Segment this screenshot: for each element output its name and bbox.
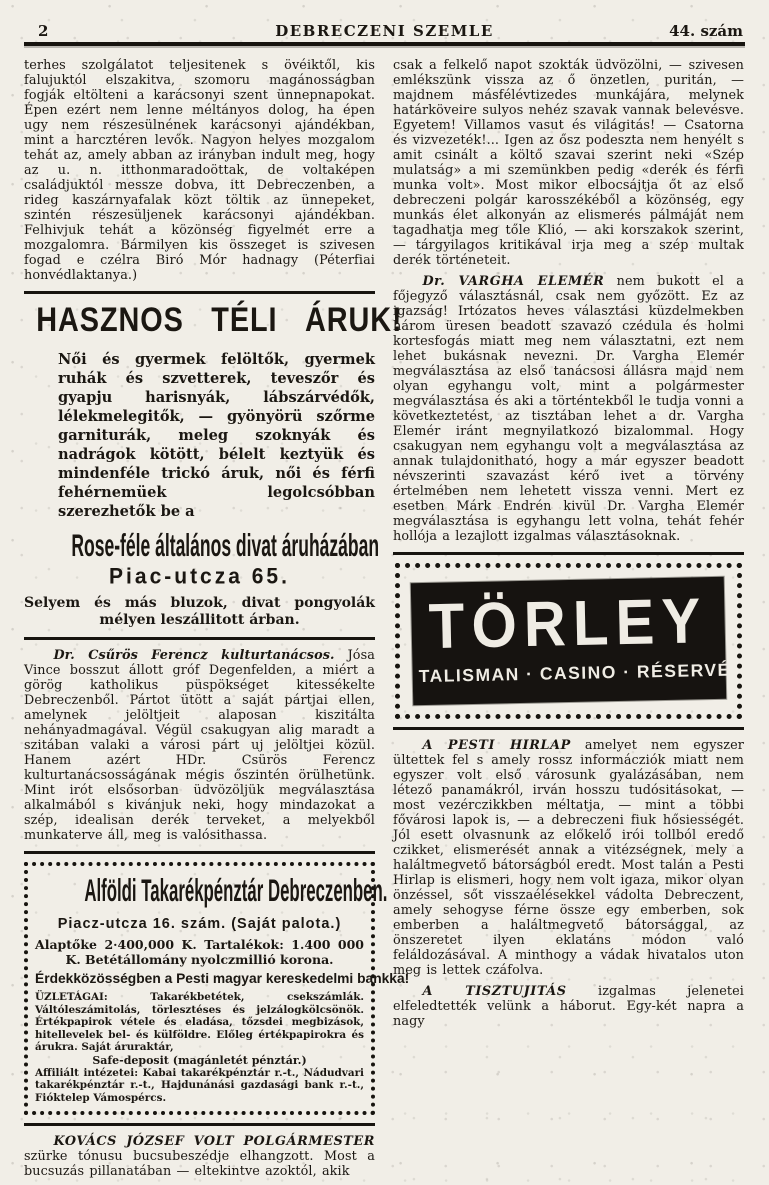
ad-hasznos-teli-aruk: [24, 300, 403, 629]
section-divider: [24, 851, 375, 854]
paragraph-text: nem bukott el a főjegyző választásnál, csak nem győzött. Ez az igazság! Irtózatos heves választási küzdelmekben három üresen beadott szavazó czédula és holmi kortesfogás miatt meg nem választatni, ezt nem lehet bukásnak nevezni. Dr. Vargha Elemér megválasztása az első tanácsosi állásra majd nem olyan egyhangu volt, mint a polgármester megválasztása és aki a történtekből le tudja vonni a következtetést, az tisztában lehet a dr. Vargha Elemér iránt megnyilatkozó bizalommal. Hogy csakugyan nem egyhangu volt a megválasztása az annak tulajdonitható, hogy a már egyszer beadott névszerinti szavazást kérő ivet a törvény értelmében nem lehetett vissza venni. Mert ez esetben Márk Endrén kivül Dr. Vargha Elemér megválasztása is egyhangu lett volna, tehát fehér hollója a lezajlott izgalmas választásoknak.: [393, 274, 744, 544]
section-divider: [24, 637, 375, 640]
article-paragraph-pesti-hirlap: [393, 738, 744, 978]
paragraph-lead-in: A PESTI HIRLAP: [422, 738, 571, 753]
bank-branches: [35, 991, 364, 1054]
bank-affiliates-label: Affiliált intézetei:: [35, 1066, 139, 1079]
bank-safe-deposit: [35, 1054, 364, 1067]
ad-store-address: Piac-utcza 65.: [109, 564, 290, 589]
bank-partnership-line: Érdekközösségben a Pesti magyar kereskedelmi bankka!: [35, 971, 410, 986]
safe-deposit-label: Safe-deposit: [92, 1053, 169, 1067]
section-divider: [24, 291, 375, 294]
article-paragraph-kovacs: [24, 1134, 375, 1179]
article-columns: [24, 58, 745, 1185]
torley-black-plate: [411, 577, 731, 706]
section-divider: [24, 1123, 375, 1126]
paragraph-lead-in: Dr. Csűrös Ferencz kulturtanácsos.: [53, 648, 335, 663]
torley-brand-name: TÖRLEY: [428, 585, 709, 663]
bank-ad-title: Alföldi Takarékpénztár Debreczenben.: [84, 873, 388, 909]
article-paragraph-vargha: [393, 274, 744, 544]
bank-capital-line: Alaptőke 2·400,000 K. Tartalékok: 1.400 000 K. Betétállomány nyolczmillió korona.: [35, 937, 364, 967]
paragraph-text: szürke tónusu bucsubeszédje elhangzott. Most a bucsuzás pillanatában — eltekintve azoktól, akik: [24, 1149, 375, 1179]
bank-affiliates-text: Kabai takarékpénztár r.-t., Nádudvari takarékpénztár r.-t., Hajdunánási gazdasági bank r.-t., Fióktelep Vámospércs.: [35, 1066, 364, 1104]
masthead: [24, 14, 745, 40]
bank-branches-label: ÜZLETÁGAI:: [35, 991, 108, 1003]
ad-torley: [395, 563, 742, 719]
section-divider: [393, 727, 744, 730]
article-paragraph-tisztujitas: [393, 984, 744, 1029]
ad-footnote: Selyem és más bluzok, divat pongyolák mélyen leszállitott árban.: [24, 595, 375, 628]
right-column: [393, 58, 744, 1185]
article-paragraph-csuros: [24, 648, 375, 843]
article-paragraph-continued: terhes szolgálatot teljesitenek s övéiktől, kis falujuktól elszakitva, szomoru magánosságban fogják eltölteni a karácsonyi szent ünnepnapokat. Épen ezért nem lenne méltányos dolog, ha épen ugy nem részesülnének karácsonyi ajándékban, mint a harcztéren levők. Nagyon helyes mozgalom tehát az, amely abban az irányban indult meg, hogy az u. n. itthonmaradoöttak, de voltaképen családjuktól messze dobva, itt Debreczenben, a rideg kaszárnyafalak közt töltik az ünnepeket, szintén részesüljenek karácsonyi ajándékban. Felhivjuk tehát a közönség figyelmét erre a mozgalomra. Bármilyen kis összeget is szivesen fogad e czélra Biró Mór hadnagy (Péterfiai honvédlaktanya.): [24, 58, 375, 283]
article-paragraph-continued: csak a felkelő napot szokták üdvözölni, — szivesen emlékszünk vissza az ő önzetlen, puritán, — majdnem másfélévtizedes munkájára, melynek határköveire sulyos nehéz szavak vannak belevésve. Egyetem! Villamos vasut és világitás! — Csatorna és vizvezeték!... Igen az ősz podeszta nem henyélt s amit csinált a költő szavai szerint neki «Szép mulatság» a mi szemünkben pedig «derék és férfi munka volt». Most mikor elbocsájtja őt az első debreczeni polgár karosszékéből a közönség, egy munkás élet alkonyán az elismerés pálmáját nem tagadhatja meg tőle Klió, — aki korszakok szerint, — tárgyilagos kritikával irja meg a szép multak derék történeteit.: [393, 58, 744, 268]
page-number: 2: [38, 22, 49, 40]
paragraph-lead-in: Dr. VARGHA ELEMÉR: [422, 274, 605, 289]
ad-headline: HASZNOS TÉLI ÁRUK!: [36, 300, 403, 339]
left-column: [24, 58, 410, 1185]
paragraph-text: Jósa Vince bosszut állott gróf Degenfelden, a miért a görög katholikus püspökséget kitessékelte Debreczenből. Pártot ütött a saját pártjai ellen, amelynek jelöltjeit alaposan kiszitálta nehányadmagával. Végül csakugyan alig maradt a szitában valaki a városi párt uj jelöltjei közül. Hanem azért HDr. Csürös Ferencz kulturtanácsosságának mégis őszintén örülhetünk. Mint irót elsősorban üdvözöljük megválasztása alkalmából s kivánjuk neki, hogy mindazokat a szép, idealisan derék terveket, a melyekből munkaterve áll, meg is valósithassa.: [24, 648, 375, 843]
bank-ad-address: Piacz-utcza 16. szám. (Saját palota.): [57, 916, 342, 932]
bank-branches-text: Takarékbetétek, csekszámlák. Váltóleszámitolás, törlesztéses és jelzálogkölcsönök. Értékpapirok vétele és eladása, tőzsdei megbizások, hitellevelek bel- és külföldre. Előleg értékpapirokra és árukra. Saját áruraktár,: [35, 991, 365, 1053]
bank-affiliates: [35, 1067, 364, 1105]
paragraph-text: izgalmas jelenetei elfeledtették velünk a háborut. Egy-két napra a nagy: [393, 984, 744, 1029]
safe-deposit-note: (magánletét pénztár.): [172, 1053, 307, 1067]
paragraph-lead-in: A TISZTUJITÁS: [422, 984, 567, 999]
section-divider: [393, 552, 744, 555]
paragraph-text: amelyet nem egyszer ültettek fel s amely rossz informácziók miatt nem egyszer volt első városunk gyalázásában, nem létező panamákról, irván hosszu tudósitásokat, — most vezérczikkben méltatja, — mint a többi fővárosi lapok is, — a debreczeni fiuk hősiességét. Jól esett olvasnunk az előkelő irói tollból eredő czikket, elismerését annak a vitézségnek, mely a haláltmegvető bátorságból eredt. Most talán a Pesti Hirlap is elismeri, hogy nem volt igaza, mikor olyan önzéssel, sőt visszaélésekkel vádolta Debreczent, amely sehogyse férne össze egy emberben, sok emberben a haláltmegvető bátorsággal, az önszeretet ilyen eklatáns módon való feláldozásával. A minthogy a vádak hivatalos uton meg is lettek czáfolva.: [393, 738, 744, 978]
ad-store-name: Rose-féle általános divat áruházában: [71, 528, 380, 564]
ad-body-text: Női és gyermek felöltők, gyermek ruhák és szvetterek, teveszőr és gyapju harisnyák, lábszárvédők, lélekmelegitők, — gyönyörü szőrme garniturák, meleg szoknyák és nadrágok kötött, bélelt keztyük és mindenféle trickó áruk, női és férfi fehérnemüek legolcsóbban szerezhetők be a: [58, 351, 375, 520]
header-rule: [24, 42, 745, 46]
issue-number: 44. szám: [669, 22, 743, 40]
ad-alfoldi-takarekpenztar: [24, 862, 410, 1115]
torley-tagline: TALISMAN · CASINO · RÉSERVÉ: [418, 659, 731, 687]
paragraph-lead-in: KOVÁCS JÓZSEF VOLT POLGÁRMESTER: [53, 1134, 375, 1149]
newspaper-title: DEBRECZENI SZEMLE: [275, 22, 494, 40]
